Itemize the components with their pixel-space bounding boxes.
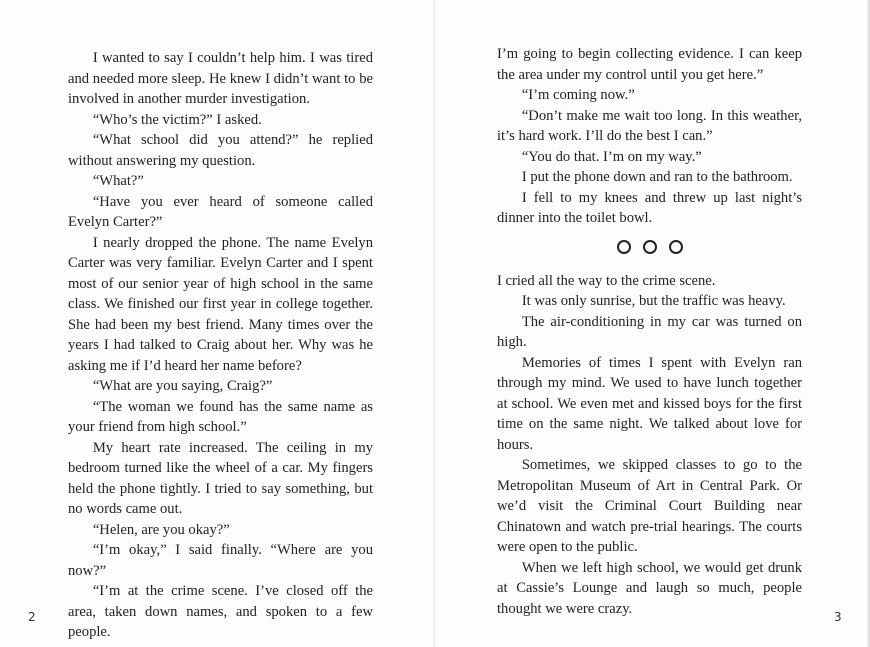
paragraph: “I’m at the crime scene. I’ve closed off the area, taken down names, and spoken to a few people. — [68, 583, 373, 640]
paragraph: “Don’t make me wait too long. In this weather, it’s hard work. I’ll do the best I can.” — [497, 107, 802, 144]
paragraph: It was only sunrise, but the traffic was heavy. — [521, 293, 786, 309]
paragraph: I fell to my knees and threw up last night’s dinner into the toilet bowl. — [497, 189, 802, 226]
circle-icon — [669, 240, 683, 254]
circle-icon — [643, 240, 657, 254]
paragraph: “Helen, are you okay?” — [92, 521, 230, 538]
paragraph: “I’m okay,” I said finally. “Where are you now?” — [68, 542, 373, 579]
circle-icon — [617, 240, 631, 254]
paragraph: Sometimes, we skipped classes to go to the Metropolitan Museum of Art in Central Park. Or we’d visit the Criminal Court Building near Chinatown and watch pre-trial hearings. The courts were open to the public. — [497, 457, 802, 555]
left-page-text — [68, 48, 373, 643]
right-page-text — [497, 44, 802, 619]
paragraph: I wanted to say I couldn’t help him. I was tired and needed more sleep. He knew I didn’t want to be involved in another murder investigation. — [68, 50, 373, 107]
page-number-right: 3 — [834, 610, 842, 624]
paragraph: “Who’s the victim?” I asked. — [92, 111, 262, 128]
section-break-ornament-icon — [497, 237, 802, 257]
paragraph: “What are you saying, Craig?” — [92, 378, 273, 394]
paragraph: “Have you ever heard of someone called Evelyn Carter?” — [68, 193, 373, 230]
paragraph: When we left high school, we would get drunk at Cassie’s Lounge and laugh so much, people thought we were crazy. — [497, 559, 802, 617]
page-edge — [866, 0, 870, 647]
paragraph: “What school did you attend?” he replied without answering my question. — [68, 132, 373, 169]
paragraph: “What?” — [92, 173, 144, 189]
paragraph: “I’m coming now.” — [521, 87, 635, 103]
paragraph: “The woman we found has the same name as your friend from high school.” — [68, 398, 373, 435]
section-first-paragraph: I cried all the way to the crime scene. — [497, 272, 716, 289]
page-number-left: 2 — [28, 610, 36, 624]
paragraph: The air-conditioning in my car was turned on high. — [497, 313, 802, 350]
paragraph: I nearly dropped the phone. The name Evelyn Carter was very familiar. Evelyn Carter and I spent most of our senior year of high school in the same class. We finished our first year in college together. She had been my best friend. Many times over the years I had talked to Craig about her. Why was he asking me if I’d heard her name before? — [68, 234, 373, 374]
paragraph: Memories of times I spent with Evelyn ran through my mind. We used to have lunch together at school. We even met and kissed boys for the first time on the same night. We talked about love for hours. — [497, 354, 802, 453]
paragraph: “You do that. I’m on my way.” — [521, 148, 702, 165]
continued-paragraph: I’m going to begin collecting evidence. I can keep the area under my control until you get here.” — [497, 46, 802, 83]
paragraph: I put the phone down and ran to the bathroom. — [521, 169, 793, 185]
paragraph: My heart rate increased. The ceiling in my bedroom turned like the wheel of a car. My fingers held the phone tightly. I tried to say something, but no words came out. — [68, 439, 373, 517]
